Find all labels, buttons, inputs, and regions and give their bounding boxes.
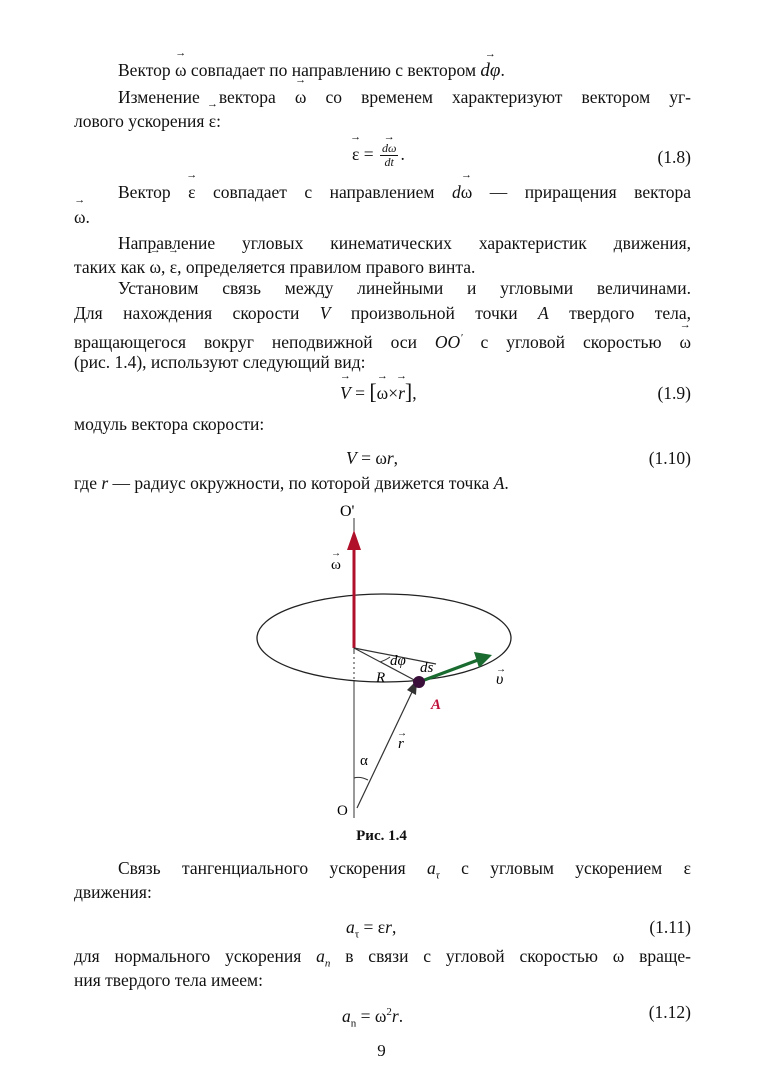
paragraph-normal-accel-line1: для нормального ускорения $a_n$ в связи с угловой скоростью ω враще-	[74, 946, 692, 970]
position-vector-r	[357, 690, 413, 808]
omega-arrow-head	[347, 530, 361, 550]
paragraph-speed-modulus: модуль вектора скорости:	[74, 414, 265, 434]
equation-1-11: $a_\tau = \varepsilon r$,	[346, 917, 397, 941]
equation-number-1-8: (1.8)	[657, 147, 691, 167]
label-omega-arrow-mark: →	[331, 548, 341, 559]
figure-caption: Рис. 1.4	[356, 828, 407, 844]
label-R: R	[376, 670, 386, 686]
paragraph-linear-angular-line3: вращающегося вокруг неподвижной оси OO′ с угловой скоростью → ω	[74, 326, 691, 354]
label-r-arrow-mark: →	[397, 728, 407, 739]
paragraph-right-screw-line1: Направление угловых кинематических характеристик движения,	[118, 233, 691, 253]
label-O-prime: O'	[340, 503, 355, 520]
paragraph-epsilon-direction-line2: → ω.	[74, 205, 691, 229]
label-v-arrow-mark: →	[496, 664, 506, 675]
dphi-arc	[380, 657, 390, 662]
paragraph-linear-angular-line4: (рис. 1.4), используют следующий вид:	[74, 352, 366, 372]
equation-1-10: V = ωr,	[346, 448, 399, 468]
radius-R-line	[354, 648, 418, 682]
equation-1-9: → V = [→ ω×→ r],	[340, 380, 417, 405]
alpha-arc	[354, 777, 368, 780]
paragraph-normal-accel-line2: ния твердого тела имеем:	[74, 970, 263, 990]
page-number: 9	[377, 1041, 386, 1060]
paragraph-radius-definition: где r — радиус окружности, по которой движется точка A.	[74, 473, 509, 493]
label-v: υ	[496, 671, 504, 688]
equation-1-8: → ε = → $\frac{d\omega}{dt}$ .	[352, 142, 405, 169]
paragraph-linear-angular-line1: Установим связь между линейными и угловыми величинами.	[118, 278, 691, 298]
paragraph-angular-accel-line1: Изменение вектора → ω со временем характеризуют вектором уг-	[118, 85, 691, 109]
point-A-marker	[413, 676, 425, 688]
equation-number-1-12: (1.12)	[648, 1002, 691, 1022]
paragraph-linear-angular-line2: Для нахождения скорости → V произвольной точки A твердого тела,	[74, 301, 691, 325]
equation-number-1-10: (1.10)	[648, 448, 691, 468]
paragraph-angular-accel-line2: лового ускорения → ε:	[74, 109, 691, 133]
label-r: r	[398, 736, 404, 752]
label-dphi: dφ	[390, 653, 406, 669]
paragraph-tangential-accel-line2: движения:	[74, 882, 152, 902]
paragraph-epsilon-direction-line1: Вектор → ε совпадает с направлением d→ ω — приращения вектора	[118, 180, 691, 204]
equation-1-12: $a_n = \omega^2r$.	[342, 1005, 404, 1030]
paragraph-right-screw-line2: таких как → ω, → ε, определяется правилом правого винта.	[74, 255, 691, 279]
paragraph-omega-direction: Вектор → ω совпадает по направлению с вектором → dφ.	[118, 58, 691, 83]
equation-number-1-9: (1.9)	[657, 383, 691, 403]
label-O: O	[337, 803, 348, 819]
rotation-circle	[257, 594, 511, 682]
label-A: A	[431, 697, 442, 713]
label-ds: ds	[420, 660, 434, 676]
paragraph-tangential-accel-line1: Связь тангенциального ускорения $a_\tau$ с угловым ускорением ε	[118, 858, 692, 882]
equation-number-1-11: (1.11)	[649, 917, 691, 937]
label-omega: ω	[331, 557, 341, 573]
label-alpha: α	[360, 753, 368, 769]
